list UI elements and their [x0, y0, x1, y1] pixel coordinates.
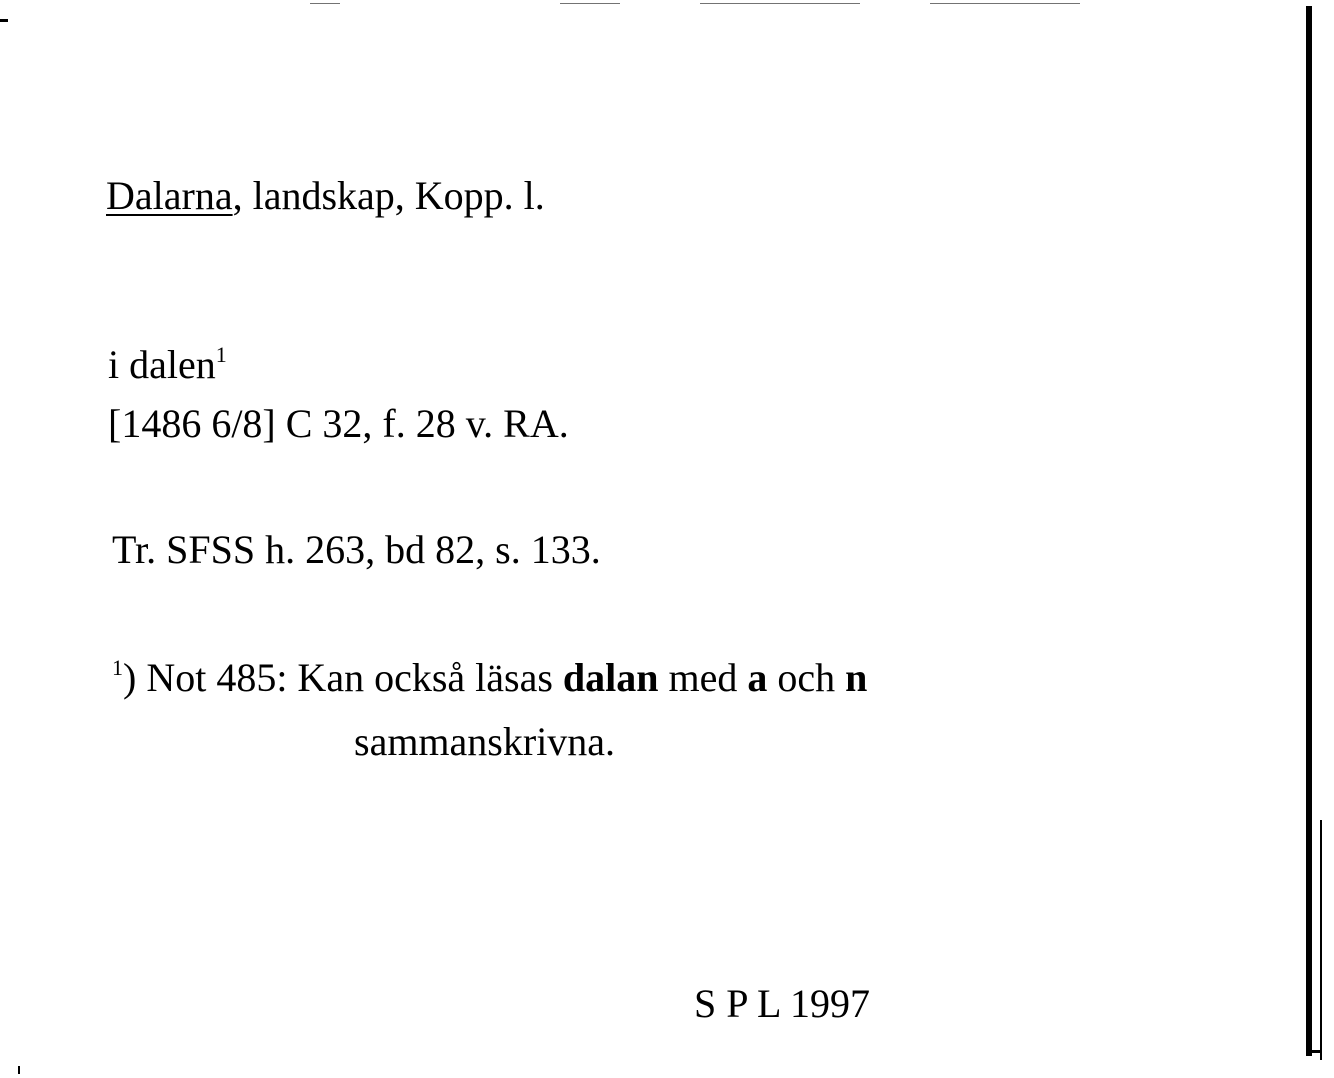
scan-dots	[700, 3, 860, 4]
footnote-bold-letter-n: n	[845, 655, 868, 700]
footnote	[112, 655, 868, 700]
signature: S P L 1997	[694, 981, 870, 1026]
scan-dots	[310, 3, 340, 4]
footnote-text: med	[658, 655, 748, 700]
scan-mark-bottom-right	[1308, 1050, 1322, 1053]
scan-edge-right	[1306, 6, 1312, 1056]
footnote-bold-form: dalan	[562, 655, 659, 700]
footnote-continuation: sammanskrivna.	[354, 719, 616, 764]
print-reference: Tr. SFSS h. 263, bd 82, s. 133.	[112, 527, 601, 572]
card-heading	[106, 173, 545, 218]
scan-dots	[560, 3, 620, 4]
footnote-text: och	[767, 655, 846, 700]
scan-mark-top-left	[0, 19, 8, 22]
name-form	[108, 342, 227, 387]
scan-edge-right-thin	[1320, 820, 1322, 1060]
place-description: , landskap, Kopp. l.	[232, 173, 545, 218]
name-form-text: i dalen	[108, 342, 216, 387]
footnote-marker: 1	[112, 655, 123, 680]
footnote-text: ) Not 485: Kan också läsas	[123, 655, 563, 700]
place-name: Dalarna	[106, 173, 233, 218]
source-reference: [1486 6/8] C 32, f. 28 v. RA.	[108, 401, 569, 446]
footnote-bold-letter-a: a	[747, 655, 768, 700]
scan-dots	[930, 3, 1080, 4]
scan-mark-bottom-left	[18, 1066, 20, 1074]
footnote-reference: 1	[215, 342, 227, 367]
